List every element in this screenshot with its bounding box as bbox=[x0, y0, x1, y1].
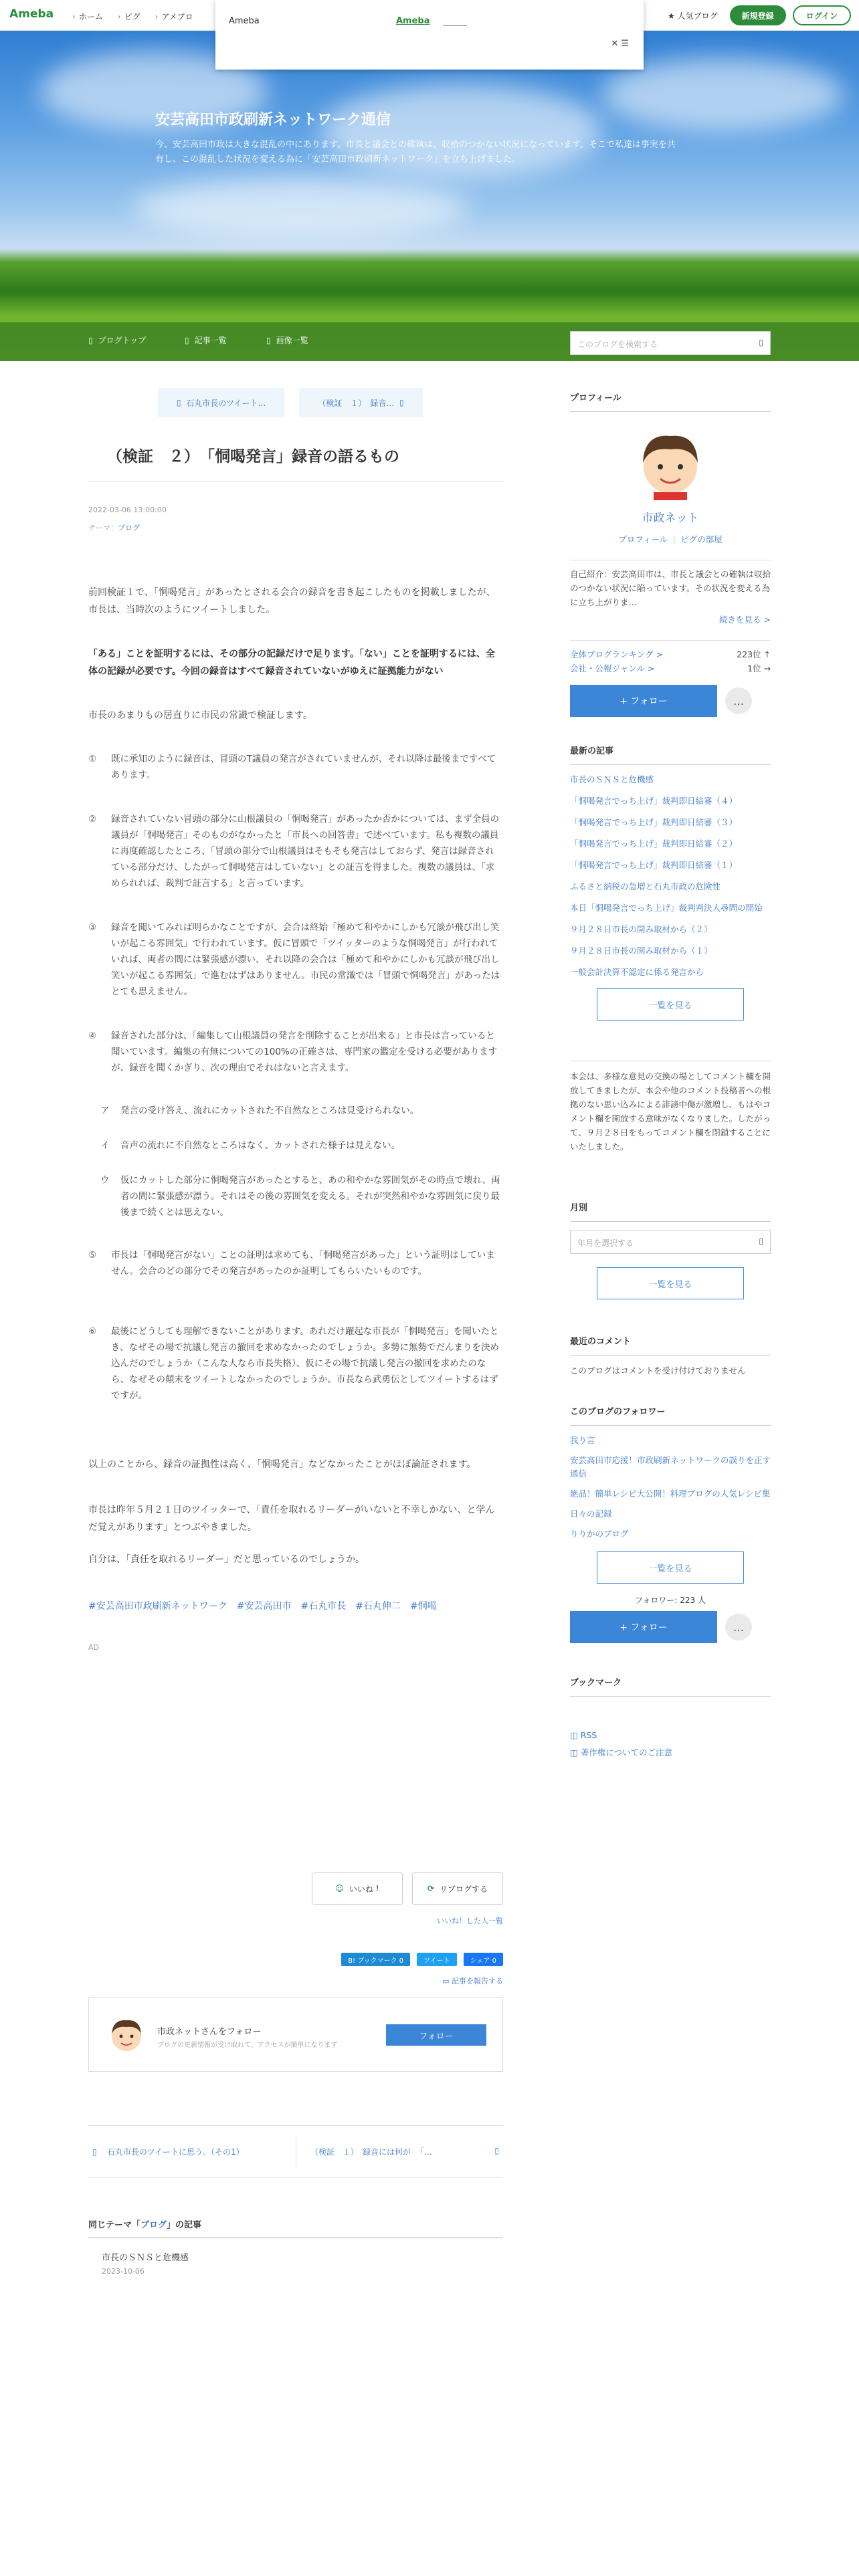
top-right-actions bbox=[668, 5, 851, 25]
hatena-bookmark-button[interactable]: B! ブックマーク 0 bbox=[341, 1953, 410, 1966]
article-closing: 自分は、「責任を取れるリーダー」だと思っているのでしょうか。 bbox=[88, 1554, 365, 1565]
article-date: 2022-03-06 13:00:00 bbox=[88, 506, 167, 514]
comments-disabled-text: このブログはコメントを受け付けておりません bbox=[570, 1366, 746, 1376]
genre-ranking-value: 1位 → bbox=[747, 663, 771, 673]
follower-count: フォロワー: 223 人 bbox=[635, 1596, 706, 1605]
nav-home-link[interactable]: › ホーム bbox=[72, 11, 103, 22]
list-item: ① 既に承知のように録音は、冒頭のT議員の発言がされていませんが、それ以降は最後まですべてあります。 bbox=[88, 754, 496, 780]
article-column bbox=[88, 361, 503, 2276]
list-item: ⑤ 市長は「恫喝発言がない」ことの証明は求めても、「恫喝発言があった」という証明はしていません。会合のどの部分でその発言があったのか証明してもらいたいものです。 bbox=[88, 1250, 495, 1277]
article-title: （検証 ２） 「恫喝発言」録音の語るもの bbox=[88, 444, 503, 481]
recent-article-link[interactable]: ふるさと納税の急増と石丸市政の危険性 bbox=[570, 881, 721, 891]
rss-icon: ◫ bbox=[570, 1730, 581, 1740]
article-tweet-quote: 市長は昨年５月２１日のツイッターで、「責任を取れるリーダーがいないと不幸しかない、と学んだ覚えがあります」とつぶやきました。 bbox=[88, 1505, 495, 1533]
reblog-button[interactable]: ⟳ リブログする bbox=[412, 1872, 503, 1905]
blog-nav-bar bbox=[0, 322, 859, 361]
sidebar-follow-button-bottom[interactable]: + フォロー bbox=[570, 1611, 717, 1643]
nav-entry-list[interactable]: ▯ 記事一覧 bbox=[185, 334, 227, 346]
overall-ranking-link[interactable]: 全体ブログランキング > bbox=[570, 649, 664, 659]
prev-article-button[interactable]: ▯ 石丸市長のツイート… bbox=[158, 388, 284, 417]
profile-avatar[interactable] bbox=[634, 427, 707, 500]
article-intro: 前回検証１で、「恫喝発言」があったとされる会合の録音を書き起こしたものを掲載しましたが、市長は、当時次のようにツイートしました。 bbox=[88, 587, 496, 615]
next-article-button[interactable]: （検証 １） 録音… ▯ bbox=[299, 388, 422, 417]
same-theme-article-date: 2023-10-06 bbox=[102, 2267, 145, 2276]
profile-heading: プロフィール bbox=[570, 391, 771, 412]
chevron-down-icon: ▯ bbox=[759, 1237, 763, 1246]
report-link[interactable]: ▭ 記事を報告する bbox=[442, 1977, 503, 1985]
sidebar bbox=[570, 361, 771, 1759]
facebook-share-button[interactable]: シェア 0 bbox=[464, 1953, 503, 1966]
recent-article-link[interactable]: 「恫喝発言でっち上げ」裁判即日結審（３） bbox=[570, 817, 738, 827]
article-quote: 「ある」ことを証明するには、その部分の記録だけで足ります。「ない」ことを証明するには、全体の記録が必要です。今回の録音はすべて録音されていないがゆえに証拠能力がない bbox=[88, 649, 495, 677]
month-select[interactable]: 年月を選択する ▯ bbox=[570, 1230, 771, 1254]
copyright-notice-link[interactable]: ◫ 著作権についてのご注意 bbox=[570, 1747, 673, 1757]
recent-heading: 最新の記事 bbox=[570, 744, 771, 765]
hashtag-list[interactable]: #安芸高田市政刷新ネットワーク #安芸高田市 #石丸市長 #石丸伸二 #恫喝 bbox=[88, 1601, 437, 1612]
chevron-left-icon: ▯ bbox=[92, 2147, 107, 2157]
article-theme bbox=[88, 522, 503, 533]
chevron-left-icon: ▯ bbox=[177, 398, 187, 407]
article-lead: 市長のあまりもの居直りに市民の常識で検証します。 bbox=[88, 710, 312, 721]
profile-follow-row bbox=[570, 685, 771, 717]
see-all-followers-button[interactable]: 一覧を見る bbox=[597, 1551, 744, 1584]
article-pager-top bbox=[158, 388, 503, 417]
overall-ranking-value: 223位 ↑ bbox=[737, 649, 771, 659]
recent-article-link[interactable]: 本日「恫喝発言でっち上げ」裁判判決人尋問の開始 bbox=[570, 903, 763, 913]
recent-article-list bbox=[570, 773, 771, 979]
like-icon: ☺ bbox=[335, 1884, 344, 1893]
follower-blog-link[interactable]: 絶品！簡単レシピ大公開！料理ブログの人気レシピ集 bbox=[570, 1489, 771, 1499]
like-users-link[interactable]: いいね！した人一覧 bbox=[437, 1917, 503, 1925]
ad-label: AD bbox=[88, 1643, 99, 1652]
follow-card-subtitle: ブログの更新情報が受け取れて、アクセスが簡単になります bbox=[157, 2042, 338, 2049]
recent-article-link[interactable]: 一般会計決算不認定に係る発言から bbox=[570, 967, 704, 977]
recent-article-link[interactable]: 市長のＳＮＳと危機感 bbox=[570, 774, 654, 784]
login-button[interactable]: ログイン bbox=[793, 5, 851, 25]
follow-button[interactable]: フォロー bbox=[386, 2024, 486, 2046]
like-button[interactable]: ☺ いいね ! bbox=[312, 1872, 403, 1905]
sub-item: イ 音声の流れに不自然なところはなく、カットされた様子は見えない。 bbox=[100, 1140, 401, 1151]
cloud-decoration bbox=[134, 178, 468, 238]
search-icon[interactable]: ▯ bbox=[759, 338, 763, 347]
rss-link[interactable]: ◫ RSS bbox=[570, 1730, 597, 1740]
recent-article-link[interactable]: 「恫喝発言でっち上げ」裁判即日結審（１） bbox=[570, 860, 738, 870]
recent-article-link[interactable]: 「恫喝発言でっち上げ」裁判即日結審（４） bbox=[570, 796, 738, 806]
nav-pig-link[interactable]: › ピグ bbox=[118, 11, 140, 22]
sidebar-follow-button[interactable]: + フォロー bbox=[570, 685, 717, 717]
bottom-prev-link[interactable]: ▯ 石丸市長のツイートに思う。（その1） bbox=[92, 2147, 244, 2157]
same-theme-link[interactable]: ブログ bbox=[140, 2220, 167, 2230]
theme-link[interactable]: ブログ bbox=[118, 524, 140, 532]
follow-card bbox=[88, 1997, 503, 2072]
profile-links: プロフィール | ピグの部屋 bbox=[618, 534, 723, 544]
list-item: ② 録音されていない冒頭の部分に山根議員の「恫喝発言」があったか否かについては、まず全員の議員が「恫喝発言」そのものがなかったと「市長への回答書」で述べています。私も複数の議員に再度確認したところ、「冒頭の部分で山根議員はそもそも発言はしておらず、発言は録音されている部分だけ、したがって恫喝発言はしていない」との証言を得ました。複数の議員は、「求められれば、裁判で証言する」と言っています。 bbox=[88, 814, 500, 889]
popup-link[interactable]: Ameba bbox=[396, 16, 430, 26]
follow-card-title: 市政ネットさんをフォロー bbox=[157, 2027, 262, 2037]
recent-article-link[interactable]: ９月２８日市長の開み取材から（１） bbox=[570, 946, 712, 956]
article-pager-bottom bbox=[88, 2125, 503, 2177]
ranking-row bbox=[570, 640, 771, 661]
theme-label: テーマ： bbox=[88, 524, 118, 532]
more-options-icon[interactable]: … bbox=[725, 687, 752, 714]
popular-blog-link[interactable]: ★ 人気ブログ bbox=[667, 11, 718, 21]
document-icon: ◫ bbox=[570, 1747, 581, 1757]
comments-heading: 最近のコメント bbox=[570, 1334, 771, 1356]
blog-description: 今、安芸高田市政は大きな混乱の中にあります。市長と議会との確執は、収拾のつかない状況になっています。そこで私達は事実を共有し、この混乱した状況を変える為に「安芸高田市政刷新ネットワーク」を立ち上げました。 bbox=[155, 140, 676, 165]
chevron-right-icon[interactable]: ▯ bbox=[494, 2146, 499, 2155]
ameba-logo[interactable]: Ameba bbox=[9, 7, 54, 21]
recent-article-link[interactable]: 「恫喝発言でっち上げ」裁判即日結審（２） bbox=[570, 839, 738, 849]
sub-item: ア 発言の受け答え、流れにカットされた不自然なところは見受けられない。 bbox=[100, 1105, 419, 1116]
star-icon: ★ bbox=[667, 11, 678, 21]
followers-heading: このブログのフォロワー bbox=[570, 1404, 771, 1426]
profile-bio: 自己紹介：安芸高田市は、市長と議会との確執は収拾のつかない状況に陥っています。その状況を変える為に立ち上がりま… bbox=[570, 560, 771, 609]
see-all-monthly-button[interactable]: 一覧を見る bbox=[597, 1267, 744, 1299]
follower-blog-link[interactable]: りりかのブログ bbox=[570, 1529, 629, 1539]
comment-icon: ▭ bbox=[442, 1977, 452, 1985]
list-item: ③ 録音を聞いてみれば明らかなことですが、会合は終始「極めて和やかにしかも冗談が飛び出し笑いが起こる雰囲気」で行われています。仮に冒頭で「ツイッターのような恫喝発言」が行われていれば、両者の間には緊張感が漂い、それ以降の会合は「極めて和やかにしかも冗談が飛び出し笑いが起こる雰囲気」で進むはずはありません。市民の常識では「冒頭で恫喝発言」があったはとても思えません。 bbox=[88, 922, 500, 997]
ad-popup bbox=[215, 0, 644, 70]
genre-ranking-link[interactable]: 会社・公報ジャンル > bbox=[570, 663, 655, 673]
popup-brand: Ameba bbox=[229, 16, 260, 26]
follower-blog-link[interactable]: 安芸高田市応援！市政刷新ネットワークの誤りを正す通信 bbox=[570, 1455, 771, 1479]
profile-name[interactable]: 市政ネット bbox=[642, 512, 699, 525]
bookmark-heading: ブックマーク bbox=[570, 1675, 771, 1697]
blog-header-banner bbox=[0, 31, 859, 361]
top-nav bbox=[72, 11, 193, 22]
list-item: ⑥ 最後にどうしても理解できないことがあります。あれだけ躍起な市長が「恫喝発言」を聞いたとき、なぜその場で抗議し発言の撤回を求めなかったのでしょうか。多勢に無勢でだんまりを決め込んだのでしょうか（こんな人なら市長失格）、仮にその場で抗議し発言の撤回を求めたのなら、なぜその顛末をツイートしなかったのでしょうか。市長なら武勇伝としてツイートするはずですが。 bbox=[88, 1326, 499, 1401]
follower-list bbox=[570, 1434, 771, 1541]
signup-button[interactable]: 新規登録 bbox=[730, 5, 786, 25]
pig-room-link[interactable]: ピグの部屋 bbox=[680, 534, 723, 544]
sub-item: ウ 仮にカットした部分に恫喝発言があったとすると、あの和やかな雰囲気がその時点で壊れ、両者の間に緊張感が漂う。それはその後の雰囲気を変える。それが突然和やかな雰囲気に戻り最後まで続くとは思えない。 bbox=[100, 1175, 500, 1218]
popup-divider bbox=[443, 25, 467, 26]
comment-policy-notice: 本会は、多様な意見の交換の場としてコメント欄を開放してきましたが、本会や他のコメント投稿者への根拠のない思い込みによる誹謗中傷が激増し、もはやコメント欄を開放する意味がなくなりました。したがって、９月２８日をもってコメント欄を閉鎖することにいたしました。 bbox=[570, 1061, 771, 1154]
avatar bbox=[106, 2015, 147, 2055]
share-row bbox=[88, 1953, 503, 1966]
blog-search-input[interactable] bbox=[570, 331, 771, 355]
tweet-button[interactable]: ツイート bbox=[417, 1953, 457, 1966]
reaction-row bbox=[88, 1872, 503, 1905]
reblog-icon: ⟳ bbox=[427, 1884, 435, 1893]
bottom-next-link[interactable]: （検証 １） 録音には何が 「… bbox=[310, 2147, 432, 2157]
nav-image-list[interactable]: ▯ 画像一覧 bbox=[266, 334, 308, 346]
popup-close-icon[interactable]: ✕ ☰ bbox=[611, 39, 629, 49]
read-more-link[interactable]: 続きを見る > bbox=[719, 615, 771, 625]
follower-blog-link[interactable]: 日々の記録 bbox=[570, 1509, 612, 1519]
profile-link[interactable]: プロフィール bbox=[618, 534, 668, 544]
nav-amepro-link[interactable]: › アメプロ bbox=[155, 11, 193, 22]
recent-article-link[interactable]: ９月２８日市長の開み取材から（２） bbox=[570, 924, 712, 934]
list-item: ④ 録音された部分は、「編集して山根議員の発言を削除することが出来る」と市長は言っていると聞いています。編集の有無についての100%の正確さは、専門家の鑑定を受ける必要がありますが、録音を聞くかぎり、次の理由でそれはないと言えます。 bbox=[88, 1031, 498, 1073]
monthly-heading: 月別 bbox=[570, 1200, 771, 1222]
same-theme-heading: 同じテーマ「ブログ」の記事 bbox=[88, 2218, 503, 2238]
bottom-follow-row bbox=[570, 1611, 771, 1643]
nav-blog-top[interactable]: ▯ ブログトップ bbox=[88, 334, 146, 346]
genre-ranking-row bbox=[570, 661, 771, 675]
blog-title[interactable]: 安芸高田市政刷新ネットワーク通信 bbox=[155, 112, 391, 128]
search-placeholder: このブログを検索する bbox=[577, 340, 658, 349]
see-all-articles-button[interactable]: 一覧を見る bbox=[597, 988, 744, 1021]
chevron-right-icon: ▯ bbox=[394, 398, 404, 407]
same-theme-article-link[interactable]: 市長のＳＮＳと危機感 bbox=[102, 2253, 189, 2263]
more-options-icon[interactable]: … bbox=[725, 1614, 752, 1640]
follower-blog-link[interactable]: 我り言 bbox=[570, 1435, 595, 1445]
article-conclusion: 以上のことから、録音の証拠性は高く、「恫喝発言」などなかったことがほぼ論証されます。 bbox=[88, 1459, 476, 1470]
